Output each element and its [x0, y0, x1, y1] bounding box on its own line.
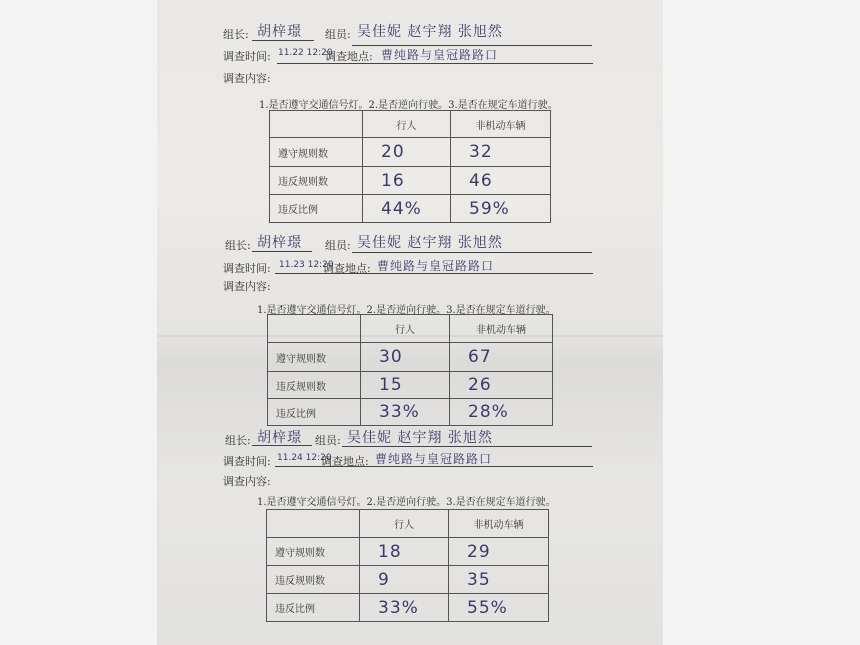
nonmotor-ratio-value: 28% — [468, 402, 509, 422]
pedestrian-comply-value: 30 — [379, 347, 403, 367]
row-comply-label: 遵守规则数 — [268, 343, 361, 372]
col-pedestrian: 行人 — [363, 111, 451, 138]
leader-label: 组长: — [225, 239, 251, 252]
pedestrian-ratio-cell — [363, 195, 451, 223]
nonmotor-comply-cell — [450, 343, 553, 372]
pedestrian-comply-value: 18 — [378, 541, 402, 562]
leader-name: 胡梓璟 — [257, 24, 302, 40]
row-comply-label: 遵守规则数 — [267, 538, 360, 566]
members-underline — [342, 446, 592, 447]
col-nonmotor: 非机动车辆 — [451, 111, 551, 138]
leader-label: 组长: — [225, 434, 251, 447]
row-violate-label: 违反规则数 — [268, 372, 361, 399]
row-ratio-label: 违反比例 — [267, 594, 360, 622]
nonmotor-violate-value: 26 — [468, 375, 492, 395]
row-comply-label: 遵守规则数 — [270, 138, 363, 167]
row-violate-label: 违反规则数 — [267, 566, 360, 594]
table-corner — [270, 111, 363, 138]
survey-table — [269, 110, 551, 223]
content-label: 调查内容: — [223, 280, 271, 293]
col-nonmotor: 非机动车辆 — [449, 510, 549, 538]
nonmotor-violate-cell — [449, 566, 549, 594]
members-underline — [352, 252, 592, 253]
nonmotor-violate-value: 35 — [467, 569, 491, 590]
nonmotor-violate-cell — [450, 372, 553, 399]
survey-location: 曹纯路与皇冠路路口 — [381, 48, 499, 62]
pedestrian-violate-value: 15 — [379, 375, 403, 395]
nonmotor-comply-cell — [449, 538, 549, 566]
nonmotor-ratio-cell — [449, 594, 549, 622]
nonmotor-comply-value: 67 — [468, 347, 492, 367]
pedestrian-ratio-value: 33% — [378, 597, 419, 618]
leader-label: 组长: — [223, 28, 249, 41]
col-pedestrian: 行人 — [360, 510, 449, 538]
pedestrian-comply-cell — [360, 538, 449, 566]
members-names: 吴佳妮 赵宇翔 张旭然 — [357, 235, 503, 251]
survey-table — [266, 509, 549, 622]
nonmotor-ratio-cell — [451, 195, 551, 223]
row-ratio-label: 违反比例 — [270, 195, 363, 223]
nonmotor-comply-cell — [451, 138, 551, 167]
pedestrian-violate-cell — [360, 566, 449, 594]
content-label: 调查内容: — [223, 72, 271, 85]
table-corner — [267, 510, 360, 538]
nonmotor-violate-cell — [451, 167, 551, 195]
pedestrian-violate-value: 9 — [378, 569, 390, 590]
survey-location: 曹纯路与皇冠路路口 — [375, 452, 493, 466]
survey-questions: 1.是否遵守交通信号灯。2.是否逆向行驶。3.是否在规定车道行驶。 — [257, 305, 556, 316]
location-label: 调查地点: — [325, 50, 373, 63]
survey-questions: 1.是否遵守交通信号灯。2.是否逆向行驶。3.是否在规定车道行驶。 — [259, 100, 558, 111]
time-label: 调查时间: — [223, 50, 271, 63]
nonmotor-violate-value: 46 — [469, 170, 493, 191]
pedestrian-violate-cell — [363, 167, 451, 195]
pedestrian-comply-cell — [363, 138, 451, 167]
nonmotor-comply-value: 29 — [467, 541, 491, 562]
pedestrian-ratio-value: 44% — [381, 198, 422, 219]
survey-sheet — [157, 0, 663, 645]
time-label: 调查时间: — [223, 455, 271, 468]
survey-questions: 1.是否遵守交通信号灯。2.是否逆向行驶。3.是否在规定车道行驶。 — [257, 497, 556, 508]
survey-time: 11.22 12:20 — [278, 48, 333, 58]
col-pedestrian: 行人 — [361, 315, 450, 343]
survey-location: 曹纯路与皇冠路路口 — [377, 259, 495, 273]
nonmotor-ratio-value: 55% — [467, 597, 508, 618]
members-label: 组员: — [325, 239, 351, 252]
leader-name: 胡梓璟 — [257, 235, 302, 251]
time-label: 调查时间: — [223, 262, 271, 275]
col-nonmotor: 非机动车辆 — [450, 315, 553, 343]
location-label: 调查地点: — [321, 455, 369, 468]
pedestrian-ratio-cell — [360, 594, 449, 622]
pedestrian-ratio-cell — [361, 399, 450, 426]
survey-time: 11.24 12:20 — [277, 453, 332, 463]
pedestrian-ratio-value: 33% — [379, 402, 420, 422]
nonmotor-ratio-cell — [450, 399, 553, 426]
time-location-underline — [275, 466, 593, 467]
leader-name: 胡梓璟 — [257, 430, 302, 446]
location-label: 调查地点: — [323, 262, 371, 275]
pedestrian-comply-cell — [361, 343, 450, 372]
pedestrian-violate-value: 16 — [381, 170, 405, 191]
row-violate-label: 违反规则数 — [270, 167, 363, 195]
nonmotor-ratio-value: 59% — [469, 198, 510, 219]
members-label: 组员: — [325, 28, 351, 41]
members-names: 吴佳妮 赵宇翔 张旭然 — [357, 24, 503, 40]
time-location-underline — [275, 273, 593, 274]
time-location-underline — [277, 63, 593, 64]
survey-table — [267, 314, 553, 426]
row-ratio-label: 违反比例 — [268, 399, 361, 426]
content-label: 调查内容: — [223, 475, 271, 488]
leader-underline — [252, 40, 314, 41]
survey-time: 11.23 12:20 — [279, 260, 334, 270]
nonmotor-comply-value: 32 — [469, 142, 493, 162]
pedestrian-violate-cell — [361, 372, 450, 399]
table-corner — [268, 315, 361, 343]
members-names: 吴佳妮 赵宇翔 张旭然 — [347, 430, 493, 446]
leader-underline — [252, 445, 312, 446]
leader-underline — [252, 251, 312, 252]
pedestrian-comply-value: 20 — [381, 142, 405, 162]
members-label: 组员: — [315, 434, 341, 447]
